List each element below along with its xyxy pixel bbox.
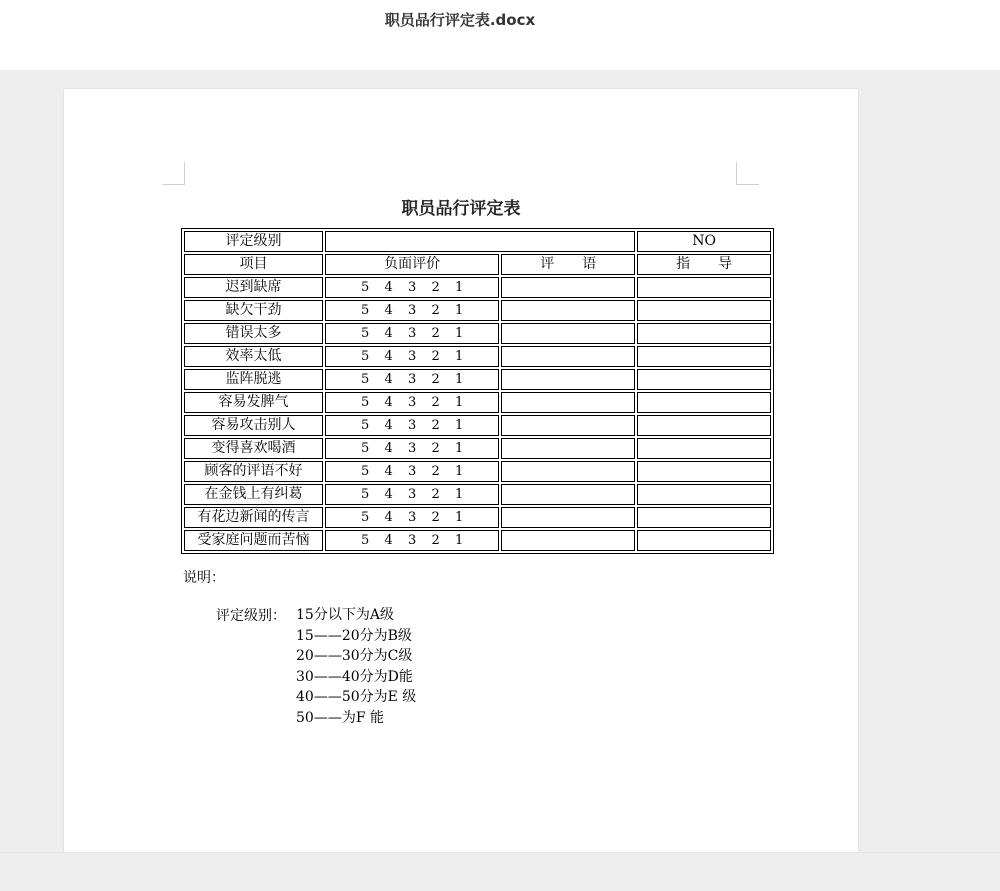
guidance-cell xyxy=(637,530,771,551)
table-row xyxy=(184,415,771,436)
grade-list xyxy=(296,605,416,729)
score-cell xyxy=(325,415,499,436)
table-row xyxy=(184,392,771,413)
score-value: 1 xyxy=(454,303,464,318)
score-value: 2 xyxy=(431,372,440,387)
score-value: 5 xyxy=(360,395,370,410)
header-row xyxy=(184,254,771,275)
guidance-cell xyxy=(637,277,771,298)
score-value: 5 xyxy=(360,326,370,341)
table-row xyxy=(184,346,771,367)
guidance-cell xyxy=(637,415,771,436)
item-cell: 错误太多 xyxy=(184,323,323,344)
comment-cell xyxy=(501,438,635,459)
score-value: 3 xyxy=(407,510,417,525)
score-value: 3 xyxy=(407,533,417,548)
comment-cell xyxy=(501,300,635,321)
item-header: 项目 xyxy=(184,254,323,275)
score-value: 2 xyxy=(431,464,440,479)
guidance-cell xyxy=(637,461,771,482)
score-value: 4 xyxy=(384,487,393,502)
table-row xyxy=(184,530,771,551)
document-filename: 职员品行评定表.docx xyxy=(384,11,536,29)
score-cell xyxy=(325,461,499,482)
grade-line: 30——40分为D能 xyxy=(296,668,413,685)
score-value: 5 xyxy=(360,372,370,387)
score-value: 5 xyxy=(360,418,370,433)
score-cell xyxy=(325,300,499,321)
rating-label-cell: 评定级别 xyxy=(184,231,323,252)
table-row xyxy=(184,369,771,390)
item-cell: 容易攻击别人 xyxy=(184,415,323,436)
grade-line: 40——50分为E 级 xyxy=(296,689,417,706)
score-cell xyxy=(325,346,499,367)
comment-cell xyxy=(501,277,635,298)
comment-cell xyxy=(501,323,635,344)
score-value: 1 xyxy=(454,487,464,502)
item-cell: 迟到缺席 xyxy=(184,277,323,298)
guidance-cell xyxy=(637,438,771,459)
score-value: 2 xyxy=(431,349,440,364)
score-cell xyxy=(325,530,499,551)
margin-corner-mark-right xyxy=(736,162,759,185)
table-row xyxy=(184,277,771,298)
comment-cell xyxy=(501,484,635,505)
score-value: 2 xyxy=(431,441,440,456)
notes-label: 说明： xyxy=(183,570,225,586)
item-cell: 受家庭问题而苦恼 xyxy=(184,530,323,551)
guidance-cell xyxy=(637,346,771,367)
grade-line: 15分以下为A级 xyxy=(296,607,394,623)
score-value: 4 xyxy=(384,418,393,433)
item-cell: 在金钱上有纠葛 xyxy=(184,484,323,505)
score-value: 2 xyxy=(431,487,440,502)
guidance-cell xyxy=(637,323,771,344)
item-cell: 容易发脾气 xyxy=(184,392,323,413)
evaluation-table xyxy=(181,228,774,554)
score-value: 2 xyxy=(431,395,440,410)
score-value: 1 xyxy=(454,280,464,295)
score-value: 5 xyxy=(360,510,370,525)
score-value: 5 xyxy=(360,303,370,318)
score-value: 3 xyxy=(407,280,417,295)
score-value: 3 xyxy=(407,372,417,387)
guidance-cell xyxy=(637,300,771,321)
document-title: 职员品行评定表 xyxy=(401,199,521,219)
score-value: 3 xyxy=(407,326,417,341)
score-value: 5 xyxy=(360,280,370,295)
item-cell: 变得喜欢喝酒 xyxy=(184,438,323,459)
score-value: 2 xyxy=(431,533,440,548)
score-value: 2 xyxy=(431,510,440,525)
score-value: 4 xyxy=(384,326,393,341)
score-value: 3 xyxy=(407,303,417,318)
item-cell: 监阵脱逃 xyxy=(184,369,323,390)
comment-cell xyxy=(501,507,635,528)
score-value: 1 xyxy=(454,464,464,479)
score-cell xyxy=(325,369,499,390)
grade-line: 20——30分为C级 xyxy=(296,648,413,665)
guidance-cell xyxy=(637,392,771,413)
score-value: 3 xyxy=(407,464,417,479)
score-value: 5 xyxy=(360,533,370,548)
score-value: 3 xyxy=(407,395,417,410)
negative-header: 负面评价 xyxy=(325,254,499,275)
score-value: 4 xyxy=(384,349,393,364)
score-value: 1 xyxy=(454,395,464,410)
grade-line: 50——为F 能 xyxy=(296,709,384,726)
comment-cell xyxy=(501,461,635,482)
score-value: 1 xyxy=(454,349,464,364)
score-value: 1 xyxy=(454,510,464,525)
guidance-cell xyxy=(637,507,771,528)
comment-cell xyxy=(501,530,635,551)
document-viewer[interactable] xyxy=(0,70,1000,852)
score-value: 4 xyxy=(384,395,393,410)
table-row xyxy=(184,507,771,528)
score-cell xyxy=(325,507,499,528)
table-row xyxy=(184,461,771,482)
table-row xyxy=(184,323,771,344)
item-cell: 缺欠干劲 xyxy=(184,300,323,321)
score-value: 1 xyxy=(454,326,464,341)
guidance-cell xyxy=(637,369,771,390)
score-value: 5 xyxy=(360,487,370,502)
guidance-header: 指 导 xyxy=(637,254,771,275)
guidance-cell xyxy=(637,484,771,505)
score-value: 4 xyxy=(384,533,393,548)
rating-row xyxy=(184,231,771,252)
document-page xyxy=(64,89,858,852)
comment-cell xyxy=(501,392,635,413)
comment-header: 评 语 xyxy=(501,254,635,275)
score-value: 5 xyxy=(360,464,370,479)
score-value: 2 xyxy=(431,303,440,318)
score-value: 3 xyxy=(407,418,417,433)
title-bar xyxy=(0,0,1000,70)
score-value: 1 xyxy=(454,441,464,456)
grade-line: 15——20分为B级 xyxy=(296,627,412,644)
rating-value-cell xyxy=(325,231,635,252)
score-value: 3 xyxy=(407,487,417,502)
score-cell xyxy=(325,323,499,344)
score-value: 4 xyxy=(384,280,393,295)
grade-label: 评定级别： xyxy=(216,608,286,624)
score-cell xyxy=(325,484,499,505)
score-value: 1 xyxy=(454,418,464,433)
item-cell: 效率太低 xyxy=(184,346,323,367)
score-value: 4 xyxy=(384,303,393,318)
no-cell: NO xyxy=(637,231,771,252)
score-value: 5 xyxy=(360,441,370,456)
score-value: 4 xyxy=(384,510,393,525)
score-value: 4 xyxy=(384,464,393,479)
item-cell: 顾客的评语不好 xyxy=(184,461,323,482)
score-value: 4 xyxy=(384,372,393,387)
score-cell xyxy=(325,277,499,298)
table-row xyxy=(184,438,771,459)
score-cell xyxy=(325,438,499,459)
item-cell: 有花边新闻的传言 xyxy=(184,507,323,528)
score-value: 3 xyxy=(407,441,417,456)
score-value: 1 xyxy=(454,533,464,548)
score-value: 1 xyxy=(454,372,464,387)
score-value: 4 xyxy=(384,441,393,456)
score-value: 2 xyxy=(431,418,440,433)
table-row xyxy=(184,484,771,505)
comment-cell xyxy=(501,415,635,436)
score-value: 2 xyxy=(431,280,440,295)
comment-cell xyxy=(501,346,635,367)
status-bar xyxy=(0,852,1000,891)
score-cell xyxy=(325,392,499,413)
comment-cell xyxy=(501,369,635,390)
score-value: 5 xyxy=(360,349,370,364)
score-value: 3 xyxy=(407,349,417,364)
table-row xyxy=(184,300,771,321)
score-value: 2 xyxy=(431,326,440,341)
margin-corner-mark-left xyxy=(162,162,185,185)
